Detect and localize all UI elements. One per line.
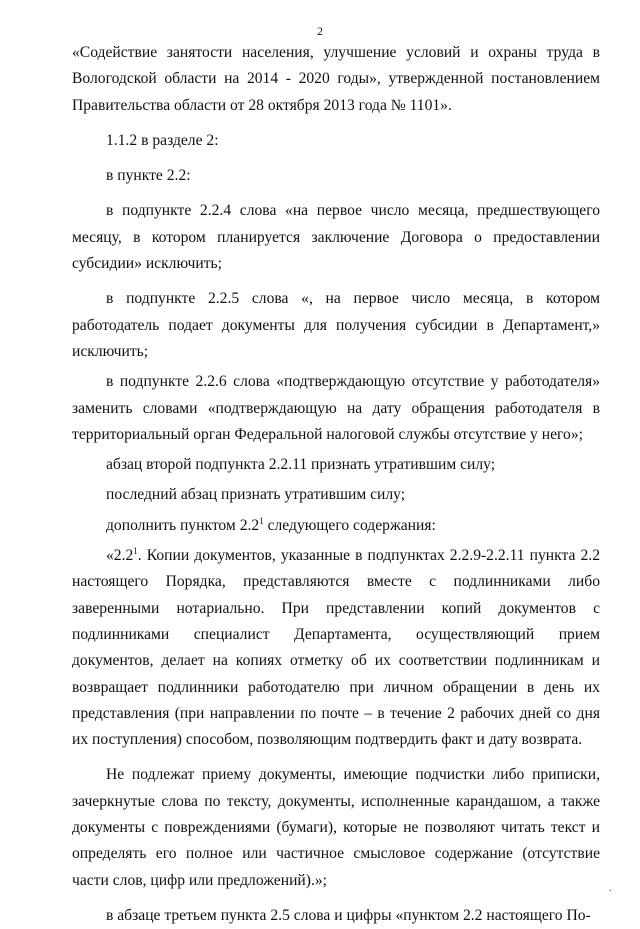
new-item-number: «2.2 (106, 547, 134, 565)
paragraph-new-item-2-2-1 (72, 543, 600, 753)
paragraph-subitem-2-2-4: в подпункте 2.2.4 слова «на первое число месяца, предшествующего месяцу, в котором планируется заключение Договора о предоставлении субсидии» исключить; (72, 202, 600, 273)
paragraph-program-reference: «Содействие занятости населения, улучшение условий и охраны труда в Вологодской области на 2014 - 2020 годы», утвержденной постановлением Правительства области от 28 октября 2013 года № 1101». (72, 44, 600, 114)
page-number: 2 (317, 24, 323, 38)
new-item-superscript: 1 (133, 546, 138, 557)
paragraph-section-2: 1.1.2 в разделе 2: (106, 131, 219, 149)
add-item-text: дополнить пунктом 2.2 (106, 516, 260, 534)
paragraph-item-2-2: в пункте 2.2: (106, 167, 191, 185)
paragraph-add-item (72, 513, 600, 539)
add-item-text-end: следующего содержания: (263, 516, 436, 534)
document-body (72, 40, 600, 929)
add-item-superscript: 1 (259, 515, 264, 526)
new-item-text: . Копии документов, указанные в подпунктах 2.2.9-2.2.11 пункта 2.2 настоящего Порядка, представляются вместе с подлинниками либо заверенными нотариально. При представлении копий документов с подлинниками специалист Департамента, осуществляющий прием документов, делает на копиях отметку об их соответствии подлинникам и возвращает подлинники работодателю при личном обращении в день их представления (при направлении по почте – в течение 2 рабочих дней со дня их поступления) способом, позволяющим подтвердить факт и дату возврата. (72, 547, 600, 749)
scan-mark: · (608, 886, 612, 897)
paragraph-item-2-5: в абзаце третьем пункта 2.5 слова и цифры «пунктом 2.2 настоящего По- (106, 906, 591, 924)
paragraph-subitem-2-2-6: в подпункте 2.2.6 слова «подтверждающую отсутствие у работодателя» заменить словами «подтверждающую на дату обращения работодателя в территориальный орган Федеральной налоговой службы отсутствие у него»; (72, 373, 600, 443)
paragraph-subitem-2-2-5: в подпункте 2.2.5 слова «, на первое число месяца, в котором работодатель подает документы для получения субсидии в Департамент,» исключить; (72, 290, 600, 360)
paragraph-subitem-2-2-11: абзац второй подпункта 2.2.11 признать утратившим силу; (106, 456, 496, 474)
paragraph-last-abzac: последний абзац признать утратившим силу; (106, 486, 406, 504)
paragraph-not-accepted-documents: Не подлежат приему документы, имеющие подчистки либо приписки, зачеркнутые слова по тексту, документы, исполненные карандашом, а также документы с повреждениями (бумаги), которые не позволяют читать текст и определять его полное или частичное смысловое содержание (отсутствие части слов, цифр или предложений).»; (72, 766, 600, 889)
